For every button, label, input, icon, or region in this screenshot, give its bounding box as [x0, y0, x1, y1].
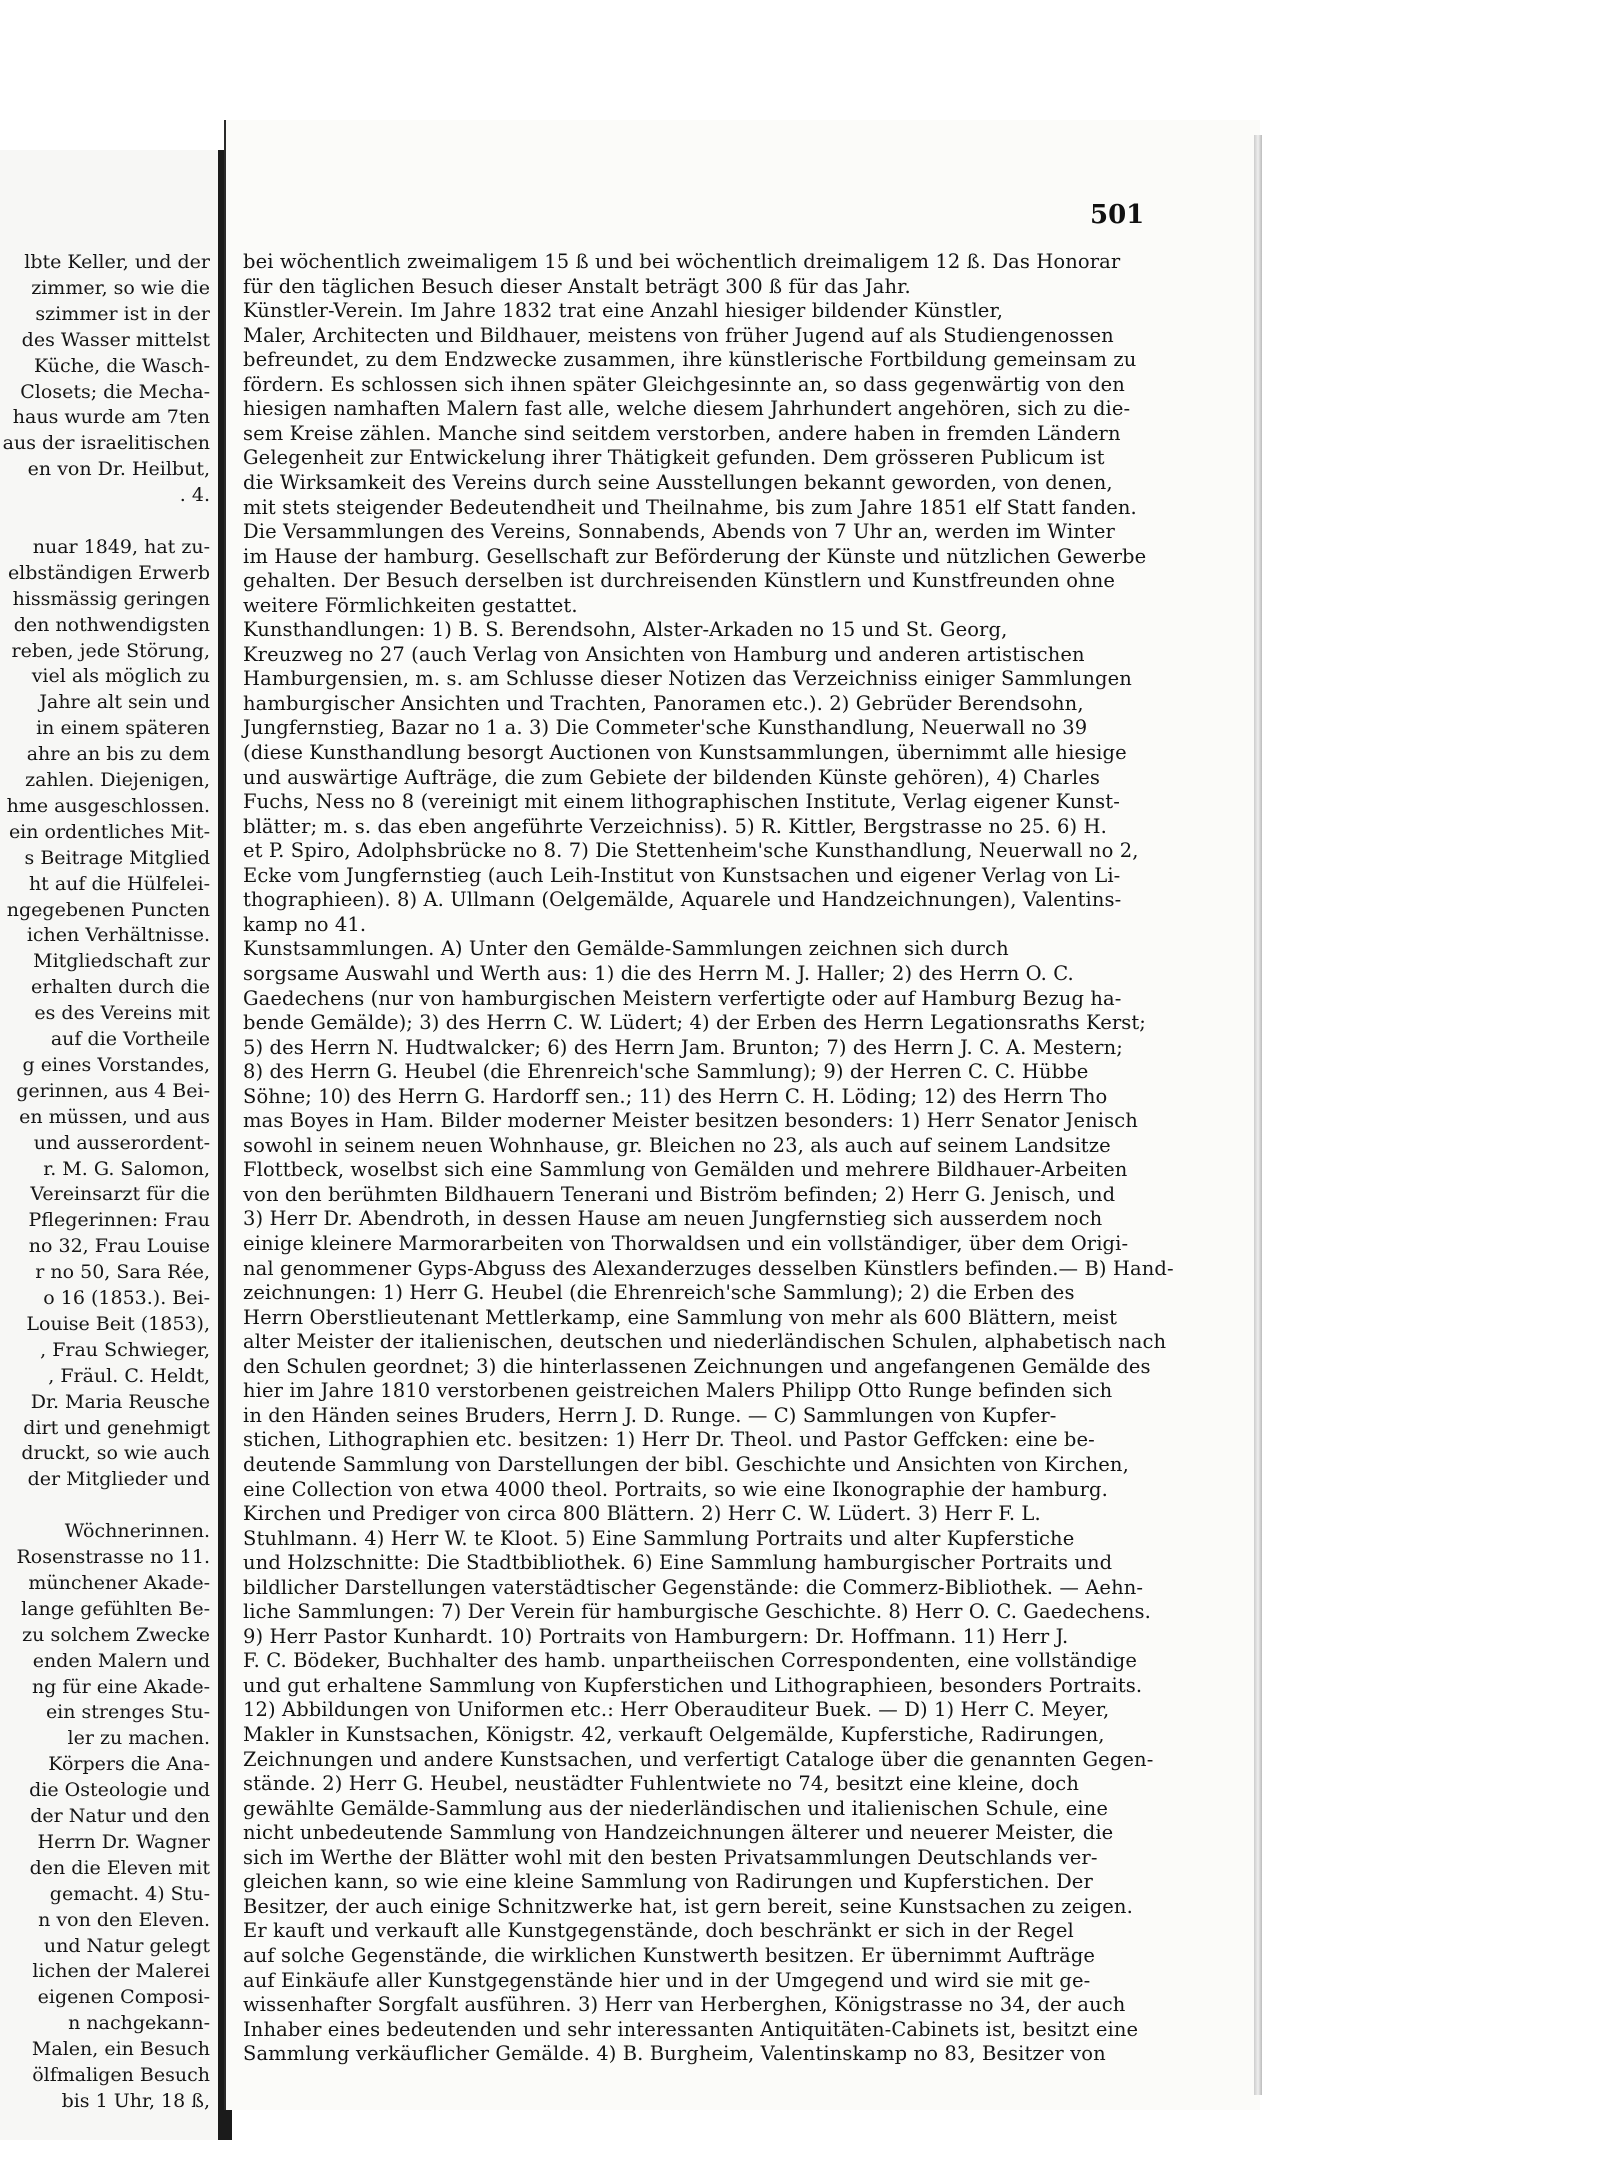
left-page [0, 150, 221, 2140]
left-column-line: zu solchem Zwecke [22, 1623, 210, 1646]
left-column-line: no 32, Frau Louise [28, 1235, 210, 1258]
text-line: liche Sammlungen: 7) Der Verein für hamburgische Geschichte. 8) Herr O. C. Gaedechens. [243, 1600, 1151, 1624]
page-edge [1254, 135, 1262, 2095]
left-column-line: ht auf die Hülfelei- [28, 872, 210, 895]
left-column-line: Küche, die Wasch- [34, 354, 210, 377]
left-column-line: lange gefühlten Be- [21, 1597, 210, 1620]
text-line: nicht unbedeutende Sammlung von Handzeichnungen älterer und neuerer Meister, die [243, 1821, 1114, 1845]
text-line: Kunsthandlungen: 1) B. S. Berendsohn, Alster-Arkaden no 15 und St. Georg, [243, 618, 1008, 642]
text-line: gleichen kann, so wie eine kleine Sammlung von Radirungen und Kupferstichen. Der [243, 1870, 1093, 1894]
left-column-line: Louise Beit (1853), [26, 1312, 210, 1335]
text-line: befreundet, zu dem Endzwecke zusammen, ihre künstlerische Fortbildung gemeinsam zu [243, 348, 1137, 372]
left-column-line: aus der israelitischen [2, 432, 210, 455]
left-column-line: es des Vereins mit [34, 1002, 210, 1025]
left-column-line: en müssen, und aus [19, 1105, 210, 1128]
text-line: Makler in Kunstsachen, Königstr. 42, verkauft Oelgemälde, Kupferstiche, Radirungen, [243, 1723, 1105, 1746]
text-line: Künstler-Verein. Im Jahre 1832 trat eine Anzahl hiesiger bildender Künstler, [243, 299, 1004, 323]
text-line: Söhne; 10) des Herrn G. Hardorff sen.; 11) des Herrn C. H. Löding; 12) des Herrn Tho [243, 1084, 1108, 1108]
text-line: in den Händen seines Bruders, Herrn J. D. Runge. — C) Sammlungen von Kupfer- [243, 1403, 1057, 1427]
text-line: weitere Förmlichkeiten gestattet. [243, 593, 578, 617]
text-line: Jungfernstieg, Bazar no 1 a. 3) Die Commeter'sche Kunsthandlung, Neuerwall no 39 [243, 716, 1088, 740]
left-column-line: , Frau Schwieger, [40, 1338, 210, 1361]
text-line: Kreuzweg no 27 (auch Verlag von Ansichten von Hamburg und anderen artistischen [243, 642, 1085, 666]
text-line: fördern. Es schlossen sich ihnen später Gleichgesinnte an, so dass gegenwärtig von den [243, 372, 1125, 396]
left-column-line: zahlen. Diejenigen, [25, 769, 210, 791]
left-column-line: reben, jede Störung, [11, 639, 210, 662]
left-column-line: en von Dr. Heilbut, [27, 458, 210, 481]
text-line: auf Einkäufe aller Kunstgegenstände hier und in der Umgegend und wird sie mit ge- [243, 1968, 1091, 1992]
text-line: Gelegenheit zur Entwickelung ihrer Thätigkeit gefunden. Dem grösseren Publicum ist [243, 446, 1105, 470]
text-line: einige kleinere Marmorarbeiten von Thorwaldsen und ein vollständiger, über dem Origi- [243, 1232, 1129, 1255]
left-column-line: elbständigen Erwerb [7, 561, 210, 584]
left-column-line: Rosenstrasse no 11. [16, 1546, 210, 1568]
text-line: wissenhafter Sorgfalt ausführen. 3) Herr van Herberghen, Königstrasse no 34, der auch [243, 1993, 1126, 2017]
text-line: gewählte Gemälde-Sammlung aus der niederländischen und italienischen Schule, eine [243, 1796, 1108, 1820]
left-column-line: ichen Verhältnisse. [26, 924, 210, 947]
left-column-line: erhalten durch die [30, 976, 210, 999]
text-line: 12) Abbildungen von Uniformen etc.: Herr Oberauditeur Buek. — D) 1) Herr C. Meyer, [243, 1698, 1110, 1722]
left-column-line: Dr. Maria Reusche [30, 1390, 210, 1413]
left-column-line: g eines Vorstandes, [22, 1053, 210, 1076]
text-line: Ecke vom Jungfernstieg (auch Leih-Institut von Kunstsachen und eigener Verlag von Li- [243, 863, 1121, 887]
left-column-line: der Mitglieder und [27, 1468, 210, 1491]
text-line: zeichnungen: 1) Herr G. Heubel (die Ehrenreich'sche Sammlung); 2) die Erben des [243, 1281, 1075, 1305]
text-line: mas Boyes in Ham. Bilder moderner Meister besitzen besonders: 1) Herr Senator Jenisch [243, 1109, 1138, 1133]
left-column-line: die Osteologie und [29, 1779, 210, 1802]
left-column-line: szimmer ist in der [35, 302, 210, 325]
text-line: (diese Kunsthandlung besorgt Auctionen von Kunstsammlungen, übernimmt alle hiesige [243, 741, 1127, 764]
left-column-line: s Beitrage Mitglied [24, 846, 210, 869]
text-line: hiesigen namhaften Malern fast alle, welche diesem Jahrhundert angehören, sich zu die- [243, 397, 1131, 421]
left-column-line: der Natur und den [30, 1805, 210, 1827]
left-column-line: . 4. [179, 484, 210, 507]
text-line: alter Meister der italienischen, deutschen und niederländischen Schulen, alphabetisch nach [243, 1330, 1167, 1354]
left-column-line: bis 1 Uhr, 18 ß, [61, 2089, 210, 2112]
text-line: 8) des Herrn G. Heubel (die Ehrenreich'sche Sammlung); 9) der Herren C. C. Hübbe [243, 1060, 1089, 1084]
left-column-line: ngegebenen Puncten [6, 898, 210, 921]
page-number: 501 [1090, 200, 1145, 230]
left-column-line: zimmer, so wie die [31, 276, 210, 299]
text-line: Inhaber eines bedeutenden und sehr interessanten Antiquitäten-Cabinets ist, besitzt eine [243, 2017, 1139, 2041]
left-column-line: Körpers die Ana- [48, 1753, 210, 1776]
text-line: Gaedechens (nur von hamburgischen Meistern verfertigte oder auf Hamburg Bezug ha- [243, 986, 1122, 1010]
left-column-line: gerinnen, aus 4 Bei- [16, 1079, 210, 1102]
text-line: et P. Spiro, Adolphsbrücke no 8. 7) Die Stettenheim'sche Kunsthandlung, Neuerwall no 2, [243, 839, 1139, 863]
left-column-line: n nachgekann- [68, 2012, 210, 2035]
left-column-line: und Natur gelegt [43, 1934, 210, 1957]
left-column-line: nuar 1849, hat zu- [32, 535, 210, 558]
text-line: und auswärtige Aufträge, die zum Gebiete der bildenden Künste gehören), 4) Charles [243, 765, 1100, 789]
text-line: Fuchs, Ness no 8 (vereinigt mit einem lithographischen Institute, Verlag eigener Kunst- [243, 790, 1120, 814]
text-line: nal genommener Gyps-Abguss des Alexanderzuges desselben Künstlers befinden.— B) Hand- [243, 1256, 1174, 1280]
text-line: sem Kreise zählen. Manche sind seitdem verstorben, andere haben in fremden Ländern [243, 421, 1121, 445]
left-column-line: n von den Eleven. [38, 1908, 210, 1931]
text-line: sorgsame Auswahl und Werth aus: 1) die des Herrn M. J. Haller; 2) des Herrn O. C. [243, 961, 1074, 985]
text-line: bildlicher Darstellungen vaterstädtischer Gegenstände: die Commerz-Bibliothek. — Aehn- [243, 1575, 1144, 1599]
text-line: Hamburgensien, m. s. am Schlusse dieser Notizen das Verzeichniss einiger Sammlungen [243, 667, 1132, 691]
text-line: F. C. Bödeker, Buchhalter des hamb. unpartheiischen Correspondenten, eine vollständige [243, 1649, 1137, 1673]
text-line: im Hause der hamburg. Gesellschaft zur Beförderung der Künste und nützlichen Gewerbe [243, 544, 1147, 568]
left-column-line: hme ausgeschlossen. [6, 794, 210, 817]
left-column-line: ng für eine Akade- [31, 1675, 210, 1698]
text-line: sowohl in seinem neuen Wohnhause, gr. Bleichen no 23, als auch auf seinem Landsitze [243, 1133, 1111, 1157]
text-line: deutende Sammlung von Darstellungen der bibl. Geschichte und Ansichten von Kirchen, [243, 1452, 1129, 1476]
text-line: 5) des Herrn N. Hudtwalcker; 6) des Herrn Jam. Brunton; 7) des Herrn J. C. A. Mestern; [243, 1035, 1123, 1059]
left-column-line: o 16 (1853.). Bei- [43, 1287, 210, 1309]
text-line: hamburgischer Ansichten und Trachten, Panoramen etc.). 2) Gebrüder Berendsohn, [243, 691, 1084, 715]
text-line: Flottbeck, woselbst sich eine Sammlung von Gemälden und mehrere Bildhauer-Arbeiten [243, 1158, 1128, 1182]
left-column-line: und ausserordent- [33, 1131, 210, 1154]
left-column-line: Herrn Dr. Wagner [37, 1830, 210, 1853]
left-column-line: den die Eleven mit [29, 1856, 210, 1879]
text-line: kamp no 41. [243, 912, 367, 936]
left-column-line: auf die Vortheile [50, 1028, 210, 1050]
left-column-line: Pflegerinnen: Frau [28, 1209, 210, 1232]
left-column-line: gemacht. 4) Stu- [49, 1882, 210, 1905]
left-column-line: eigenen Composi- [37, 1986, 210, 2009]
left-column-line: münchener Akade- [28, 1571, 210, 1594]
left-column-line: Jahre alt sein und [39, 691, 210, 714]
left-column-line: in einem späteren [36, 717, 210, 740]
left-column-line: Vereinsarzt für die [30, 1183, 210, 1206]
left-column-line: Malen, ein Besuch [31, 2038, 210, 2061]
left-column-line: den nothwendigsten [13, 613, 210, 636]
text-line: 9) Herr Pastor Kunhardt. 10) Portraits von Hamburgern: Dr. Hoffmann. 11) Herr J. [243, 1624, 1069, 1648]
text-line: auf solche Gegenstände, die wirklichen Kunstwerth besitzen. Er übernimmt Aufträge [243, 1943, 1096, 1967]
text-line: den Schulen geordnet; 3) die hinterlassenen Zeichnungen und angefangenen Gemälde des [243, 1354, 1151, 1378]
left-column-line: enden Malern und [32, 1649, 210, 1672]
left-column-line: hissmässig geringen [12, 587, 210, 610]
left-column-line: haus wurde am 7ten [12, 406, 210, 429]
left-column-line: viel als möglich zu [31, 665, 210, 688]
left-column-line: r. M. G. Salomon, [43, 1157, 210, 1180]
text-line: Kirchen und Prediger von circa 800 Blättern. 2) Herr C. W. Lüdert. 3) Herr F. L. [243, 1502, 1041, 1526]
text-line: stände. 2) Herr G. Heubel, neustädter Fuhlentwiete no 74, besitzt eine kleine, doch [243, 1772, 1079, 1796]
left-column-line: , Fräul. C. Heldt, [48, 1364, 210, 1387]
text-line: und gut erhaltene Sammlung von Kupferstichen und Lithographieen, besonders Portraits. [243, 1673, 1143, 1697]
text-line: Besitzer, der auch einige Schnitzwerke hat, ist gern bereit, seine Kunstsachen zu zeigen. [243, 1894, 1133, 1918]
left-column-line: ahre an bis zu dem [26, 743, 210, 766]
left-column-line: ölfmaligen Besuch [32, 2064, 210, 2086]
text-line: 3) Herr Dr. Abendroth, in dessen Hause am neuen Jungfernstieg sich ausserdem noch [243, 1207, 1103, 1231]
text-line: Herrn Oberstlieutenant Mettlerkamp, eine Sammlung von mehr als 600 Blättern, meist [243, 1305, 1118, 1329]
left-column-line: ein strenges Stu- [45, 1701, 210, 1724]
text-line: die Wirksamkeit des Vereins durch seine Ausstellungen bekannt geworden, von denen, [243, 470, 1113, 494]
left-column-line: dirt und genehmigt [23, 1416, 210, 1439]
text-line: Kunstsammlungen. A) Unter den Gemälde-Sammlungen zeichnen sich durch [243, 937, 1009, 961]
left-column-line: des Wasser mittelst [21, 328, 210, 351]
left-column-line: druckt, so wie auch [21, 1442, 210, 1465]
text-line: thographieen). 8) A. Ullmann (Oelgemälde, Aquarele und Handzeichnungen), Valentins- [243, 888, 1122, 912]
text-line: Maler, Architecten und Bildhauer, meistens von früher Jugend auf als Studiengenossen [243, 323, 1114, 347]
text-line: für den täglichen Besuch dieser Anstalt beträgt 300 ß für das Jahr. [243, 274, 911, 298]
text-line: Zeichnungen und andere Kunstsachen, und verfertigt Cataloge über die genannten Gegen- [243, 1747, 1154, 1771]
text-line: Sammlung verkäuflicher Gemälde. 4) B. Burgheim, Valentinskamp no 83, Besitzer von [243, 2042, 1106, 2066]
text-line: sich im Werthe der Blätter wohl mit den besten Privatsammlungen Deutschlands ver- [243, 1845, 1098, 1869]
left-column-line: ein ordentliches Mit- [8, 820, 210, 843]
text-line: bei wöchentlich zweimaligem 15 ß und bei wöchentlich dreimaligem 12 ß. Das Honorar [243, 250, 1121, 273]
text-line: blätter; m. s. das eben angeführte Verzeichniss). 5) R. Kittler, Bergstrasse no 25. 6) H. [243, 814, 1107, 838]
text-line: mit stets steigender Bedeutendheit und Theilnahme, bis zum Jahre 1851 elf Statt fanden. [243, 495, 1137, 519]
left-column-line: r no 50, Sara Rée, [35, 1261, 210, 1284]
left-column-line: lbte Keller, und der [24, 251, 210, 273]
left-column-line: Wöchnerinnen. [64, 1520, 210, 1543]
left-column-line: lichen der Malerei [32, 1960, 210, 1983]
text-line: hier im Jahre 1810 verstorbenen geistreichen Malers Philipp Otto Runge befinden sich [243, 1379, 1113, 1403]
text-line: eine Collection von etwa 4000 theol. Portraits, so wie eine Ikonographie der hamburg. [243, 1477, 1108, 1501]
left-column-line: ler zu machen. [67, 1727, 210, 1750]
text-line: stichen, Lithographien etc. besitzen: 1) Herr Dr. Theol. und Pastor Geffcken: eine be- [243, 1428, 1095, 1452]
text-line: von den berühmten Bildhauern Tenerani und Biström befinden; 2) Herr G. Jenisch, und [243, 1182, 1116, 1206]
left-column-line: Closets; die Mecha- [20, 380, 210, 403]
text-line: und Holzschnitte: Die Stadtbibliothek. 6) Eine Sammlung hamburgischer Portraits und [243, 1551, 1113, 1575]
left-column-line: Mitgliedschaft zur [33, 950, 210, 973]
text-line: Die Versammlungen des Vereins, Sonnabends, Abends von 7 Uhr an, werden im Winter [243, 520, 1115, 544]
text-line: bende Gemälde); 3) des Herrn C. W. Lüdert; 4) der Erben des Herrn Legationsraths Kerst; [243, 1011, 1146, 1035]
text-line: Er kauft und verkauft alle Kunstgegenstände, doch beschränkt er sich in der Regel [243, 1919, 1074, 1943]
text-line: Stuhlmann. 4) Herr W. te Kloot. 5) Eine Sammlung Portraits und alter Kupferstiche [243, 1526, 1075, 1550]
text-line: gehalten. Der Besuch derselben ist durchreisenden Künstlern und Kunstfreunden ohne [243, 569, 1116, 593]
